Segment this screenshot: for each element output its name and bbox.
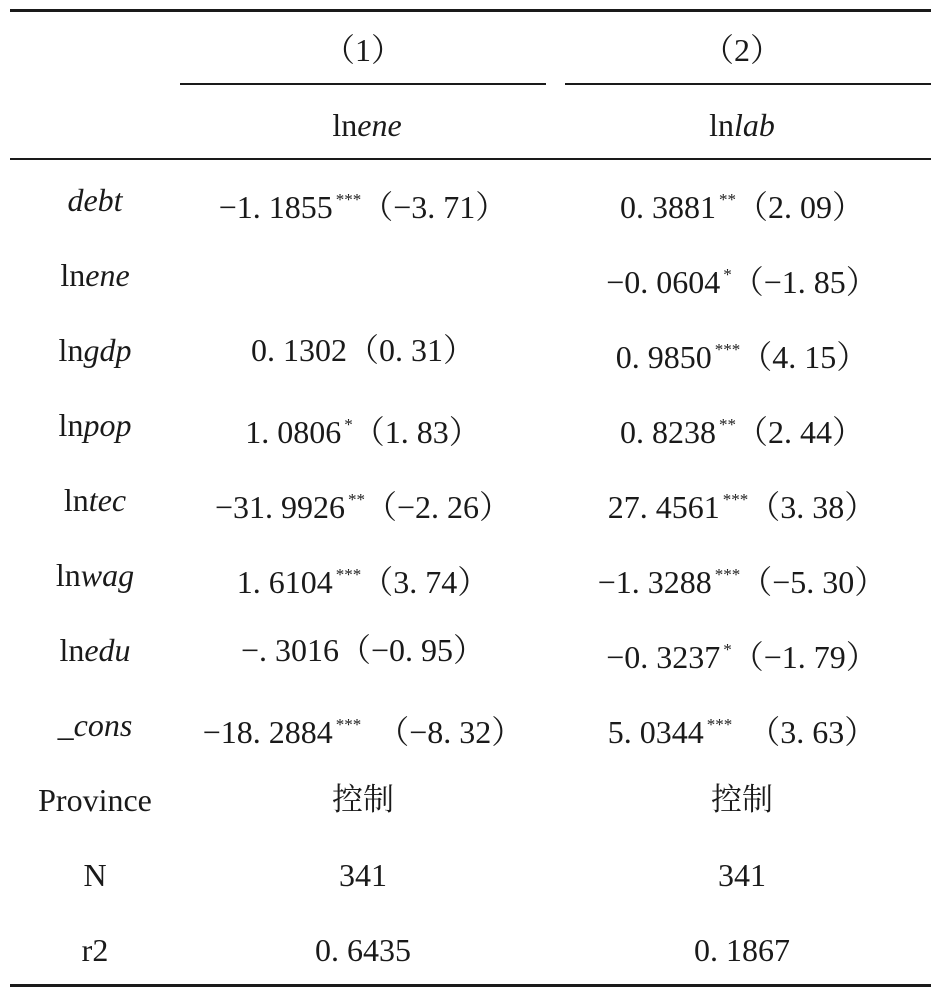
- significance-stars: ***: [335, 715, 362, 734]
- coefficient: 0. 9850: [615, 339, 712, 375]
- label-variable: _cons: [57, 707, 133, 743]
- header-bottom-rule: [10, 158, 931, 160]
- label-variable: wag: [80, 557, 135, 593]
- significance-stars: ***: [722, 490, 749, 509]
- significance-stars: *: [344, 415, 353, 434]
- label-variable: ene: [85, 257, 130, 293]
- t-statistic: （3. 74）: [361, 564, 490, 600]
- dep-prefix: ln: [709, 107, 734, 143]
- t-statistic: （−1. 85）: [731, 264, 878, 300]
- row-label: [67, 180, 122, 220]
- coefficient: 5. 0344: [607, 714, 704, 750]
- col2-number: （2）: [701, 32, 783, 68]
- coefficient: −18. 2884: [202, 714, 333, 750]
- label-prefix: ln: [58, 332, 84, 368]
- significance-stars: **: [718, 190, 736, 209]
- label-prefix: ln: [63, 482, 89, 518]
- t-statistic: （2. 44）: [735, 414, 865, 450]
- coef-cell-c1: [245, 405, 481, 452]
- t-statistic: （−8. 32）: [377, 714, 524, 750]
- t-statistic: （3. 63）: [748, 714, 877, 750]
- coef-cell-c2: [620, 180, 864, 227]
- footer-value-c1: 控制: [332, 782, 394, 818]
- coef-cell-c1: [219, 180, 508, 227]
- coef-cell-c2: [608, 705, 877, 752]
- coefficient: 1. 0806: [245, 414, 342, 450]
- coefficient: 1. 6104: [236, 564, 333, 600]
- label-variable: debt: [67, 182, 123, 218]
- significance-stars: *: [723, 265, 732, 284]
- col2-dependent-variable: [709, 105, 775, 145]
- footer-label: N: [83, 857, 107, 893]
- footer-value-c1: 341: [339, 857, 387, 893]
- coefficient: 0. 3881: [619, 189, 716, 225]
- significance-stars: **: [347, 490, 365, 509]
- t-statistic: （0. 31）: [346, 332, 476, 368]
- coefficient: −1. 3288: [597, 564, 712, 600]
- coef-cell-c1: [203, 705, 524, 752]
- table-bottom-rule: [10, 984, 931, 987]
- t-statistic: （−0. 95）: [338, 632, 486, 668]
- coef-cell-c1: [237, 555, 490, 602]
- label-variable: pop: [83, 407, 132, 443]
- significance-stars: ***: [335, 190, 362, 209]
- t-statistic: （−5. 30）: [740, 564, 887, 600]
- row-label: [59, 405, 132, 445]
- coef-cell-c1: [215, 480, 511, 527]
- row-label: [59, 630, 130, 670]
- label-prefix: ln: [60, 257, 86, 293]
- coefficient: −0. 3237: [606, 639, 721, 675]
- row-label: [64, 480, 126, 520]
- coef-cell-c2: [606, 630, 878, 677]
- col2-header-underline: [565, 83, 931, 85]
- dep-prefix: ln: [332, 107, 358, 143]
- dep-var: ene: [357, 107, 402, 143]
- footer-value-c2: 341: [718, 857, 766, 893]
- significance-stars: ***: [714, 565, 741, 584]
- col1-number: （1）: [322, 32, 404, 68]
- coefficient: −31. 9926: [214, 489, 345, 525]
- row-label: [58, 705, 133, 745]
- t-statistic: （1. 83）: [352, 414, 481, 450]
- coefficient: −. 3016: [240, 632, 339, 668]
- coefficient: 0. 1302: [250, 332, 347, 368]
- significance-stars: *: [723, 640, 732, 659]
- coefficient: −1. 1855: [218, 189, 333, 225]
- t-statistic: （4. 15）: [740, 339, 869, 375]
- footer-label: Province: [38, 782, 152, 818]
- significance-stars: ***: [714, 340, 741, 359]
- row-label: [60, 255, 129, 295]
- t-statistic: （−1. 79）: [731, 639, 878, 675]
- label-variable: tec: [88, 482, 127, 518]
- label-variable: gdp: [83, 332, 132, 368]
- footer-value-c1: 0. 6435: [315, 932, 411, 968]
- label-variable: edu: [84, 632, 131, 668]
- row-label: [56, 555, 134, 595]
- coef-cell-c1: [251, 330, 475, 370]
- row-label: [59, 330, 132, 370]
- coefficient: 0. 8238: [619, 414, 716, 450]
- t-statistic: （−3. 71）: [361, 189, 508, 225]
- t-statistic: （3. 38）: [748, 489, 877, 525]
- label-prefix: ln: [59, 632, 85, 668]
- significance-stars: **: [718, 415, 736, 434]
- coef-cell-c2: [616, 330, 869, 377]
- coef-cell-c2: [620, 405, 864, 452]
- coef-cell-c2: [598, 555, 887, 602]
- label-prefix: ln: [55, 557, 81, 593]
- col1-header-underline: [180, 83, 546, 85]
- coefficient: 27. 4561: [607, 489, 720, 525]
- label-prefix: ln: [58, 407, 84, 443]
- table-top-rule: [10, 9, 931, 12]
- coef-cell-c2: [606, 255, 878, 302]
- significance-stars: ***: [335, 565, 362, 584]
- coef-cell-c2: [608, 480, 877, 527]
- coefficient: −0. 0604: [606, 264, 721, 300]
- footer-value-c2: 0. 1867: [694, 932, 790, 968]
- coef-cell-c1: [241, 630, 485, 670]
- t-statistic: （2. 09）: [735, 189, 865, 225]
- dep-var: lab: [734, 107, 775, 143]
- t-statistic: （−2. 26）: [364, 489, 512, 525]
- col1-dependent-variable: [332, 105, 401, 145]
- footer-value-c2: 控制: [711, 782, 773, 818]
- footer-label: r2: [81, 932, 109, 968]
- significance-stars: ***: [706, 715, 733, 734]
